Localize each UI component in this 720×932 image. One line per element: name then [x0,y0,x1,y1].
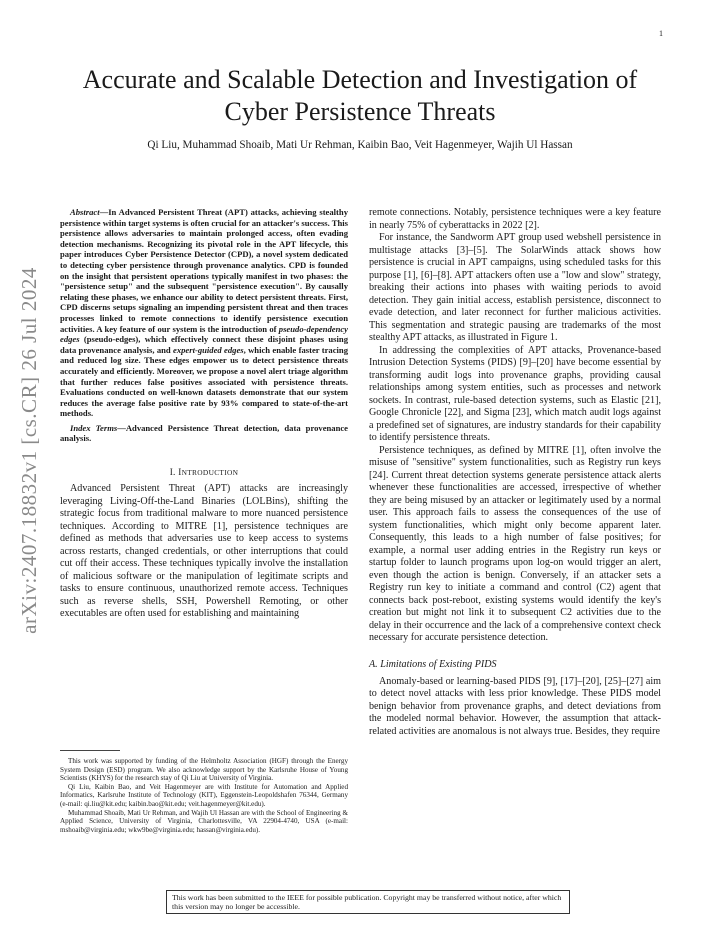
abstract-emphasis-1: pseudo-dependency edges [60,323,348,345]
body-paragraph: Persistence techniques, as defined by MITRE [1], often involve the misuse of "sensitive" system functionalities, such as Registry run keys [24]. Current threat detection systems generate persistence attack alerts whenever these functionalities are accessed, irrespective of whether they are being misused by an attacker or legitimately used by a normal user. This approach fails to assess the consequences of the use of system functionalities, which might only become apparent later. Consequently, this leads to a high number of false positives; for example, a normal user adding entries in the Registry run keys or startup folder to launch programs upon log-on would trigger an alert, even though the action is benign. Conversely, if an attacker sets a Registry run key to initiate a command and control (C2) agent that connects back post-reboot, existing systems would identify the key's creation but might not link it to subsequent C2 activities due to the delay in their occurrence and the lack of a comprehensive context check necessary for accurate persistence detection. [369,444,661,643]
body-paragraph: remote connections. Notably, persistence techniques were a key feature in nearly 75% of cyberattacks in 2022 [2]. [369,207,661,231]
left-column [60,207,348,621]
arxiv-watermark [14,230,44,670]
right-column [369,207,661,738]
copyright-notice: This work has been submitted to the IEEE for possible publication. Copyright may be transferred without notice, after which this version may no longer be accessible. [166,890,570,914]
footnote-divider [60,750,120,751]
subsection-heading: A. Limitations of Existing PIDS [369,658,497,670]
index-terms-text: —Advanced Persistence Threat detection, data provenance analysis. [60,422,348,444]
abstract-emphasis-2: expert-guided edges [173,344,244,355]
abstract-label: Abstract [70,207,100,217]
abstract-text-3: , which enable faster tracing and reduced log size. These edges empower us to detect persistence threats accurately and efficiently. Moreover, we propose a novel alert triage algorithm that further reduces false positives associated with persistence threats. Evaluations conducted on well-known datasets demonstrate that our system reduces the average false positive rate by 93% compared to state-of-the-art methods. [60,344,348,419]
arxiv-id: arXiv:2407.18832v1 [cs.CR] 26 Jul 2024 [16,266,41,634]
footnote-funding: This work was supported by funding of the Helmholtz Association (HGF) through the Energy System Design (ESD) program. We also acknowledge support by the Karlsruhe House of Young Scientists (KHYS) for the research stay of Qi Liu at University of Virginia. [60,757,348,783]
abstract-text-2: (pseudo-edges), which effectively connect these disjoint phases using data provenance analysis, and [60,334,348,355]
footnote-affiliation-kit: Qi Liu, Kaibin Bao, and Veit Hagenmeyer are with Institute for Automation and Applied Informatics, Karlsruhe Institute of Technology (KIT), Eggenstein-Leopoldshafen 76344, Germany (e-mail: qi.liu@kit.edu; kaibin.bao@kit.edu; veit.hagenmeyer@kit.edu). [60,782,348,808]
footnote [60,757,348,834]
footnote-affiliation-uva: Muhammad Shoaib, Mati Ur Rehman, and Wajih Ul Hassan are with the School of Engineering & Applied Science, University of Virginia, Charlottesville, VA 22904-4740, USA (e-mail: mshoaib@virginia.edu; wkw9be@virginia.edu; hassan@virginia.edu). [60,808,348,834]
index-terms [60,423,348,444]
paper-title: Accurate and Scalable Detection and Investigation of Cyber Persistence Threats [82,65,638,126]
body-paragraph: Anomaly-based or learning-based PIDS [9], [17]–[20], [25]–[27] aim to detect novel attacks with less prior knowledge. These PIDS model benign behavior from provenance graphs, and detect deviations from the modeled normal behavior. However, the assumption that attack-related activities are anomalous is not always true. Besides, they require [369,675,661,737]
index-terms-label: Index Terms [70,422,118,433]
section-heading-introduction: I. INTRODUCTION [169,467,239,478]
abstract-text: —In Advanced Persistent Threat (APT) attacks, achieving stealthy persistence within target systems is often crucial for an attacker's success. This persistence allows adversaries to maintain prolonged access, often evading detection mechanisms. Recognizing its pivotal role in the APT lifecycle, this paper introduces Cyber Persistence Detector (CPD), a novel system dedicated to detecting cyber persistence through provenance analytics. CPD is founded on the insight that persistent operations typically manifest in two phases: the "persistence setup" and the subsequent "persistence execution". By causally relating these phases, we enhance our ability to detect persistent threats. First, CPD discerns setups signaling an impending persistent threat and then traces processes linked to remote connections to identify persistence execution activities. A key feature of our system is the introduction of [60,207,349,334]
introduction-paragraph: Advanced Persistent Threat (APT) attacks are increasingly leveraging Living-Off-the-Land Binaries (LOLBins), shifting the strategic focus from traditional malware to more nuanced persistence techniques. According to MITRE [1], persistence techniques are defined as methods that adversaries use to keep access to systems across restarts, changed credentials, or other interruptions that could cut off their access. These techniques typically involve the installation of malicious software or the manipulation of legitimate scripts and tasks to ensure continuous, unauthorized remote access. Techniques such as reverse shells, SSH, Powershell Remoting, or other executables are often used for establishing and maintaining [60,483,348,620]
body-paragraph: For instance, the Sandworm APT group used webshell persistence in multistage attacks [3]–[5]. The SolarWinds attack shows how persistence is crucial in APT campaigns, using scheduled tasks for this purpose [1], [6]–[8]. APT attackers often use a "low and slow" strategy, breaking their actions into phases with waiting periods to avoid detection. They gain initial access, establish persistence, disconnect to evade detection, and later reconnect for further malicious activities. This segmentation and strategic pausing are trademarks of the most stealthy APT attacks, as illustrated in Figure 1. [369,232,661,343]
author-list: Qi Liu, Muhammad Shoaib, Mati Ur Rehman, Kaibin Bao, Veit Hagenmeyer, Wajih Ul Hassan [147,139,573,151]
body-paragraph: In addressing the complexities of APT attacks, Provenance-based Intrusion Detection Systems (PIDS) [9]–[20] have become essential by transforming audit logs into provenance graphs, providing causal relationships among system entities, such as processes and network sockets. In contrast, rule-based detection systems, such as Elastic [21], Google Chronicle [22], and Sigma [23], which match audit logs against a predefined set of signatures, are industry standards for their capability to identify persistence threats. [369,344,661,443]
page-number: 1 [659,29,663,38]
title-block [60,64,660,152]
abstract [60,207,348,419]
